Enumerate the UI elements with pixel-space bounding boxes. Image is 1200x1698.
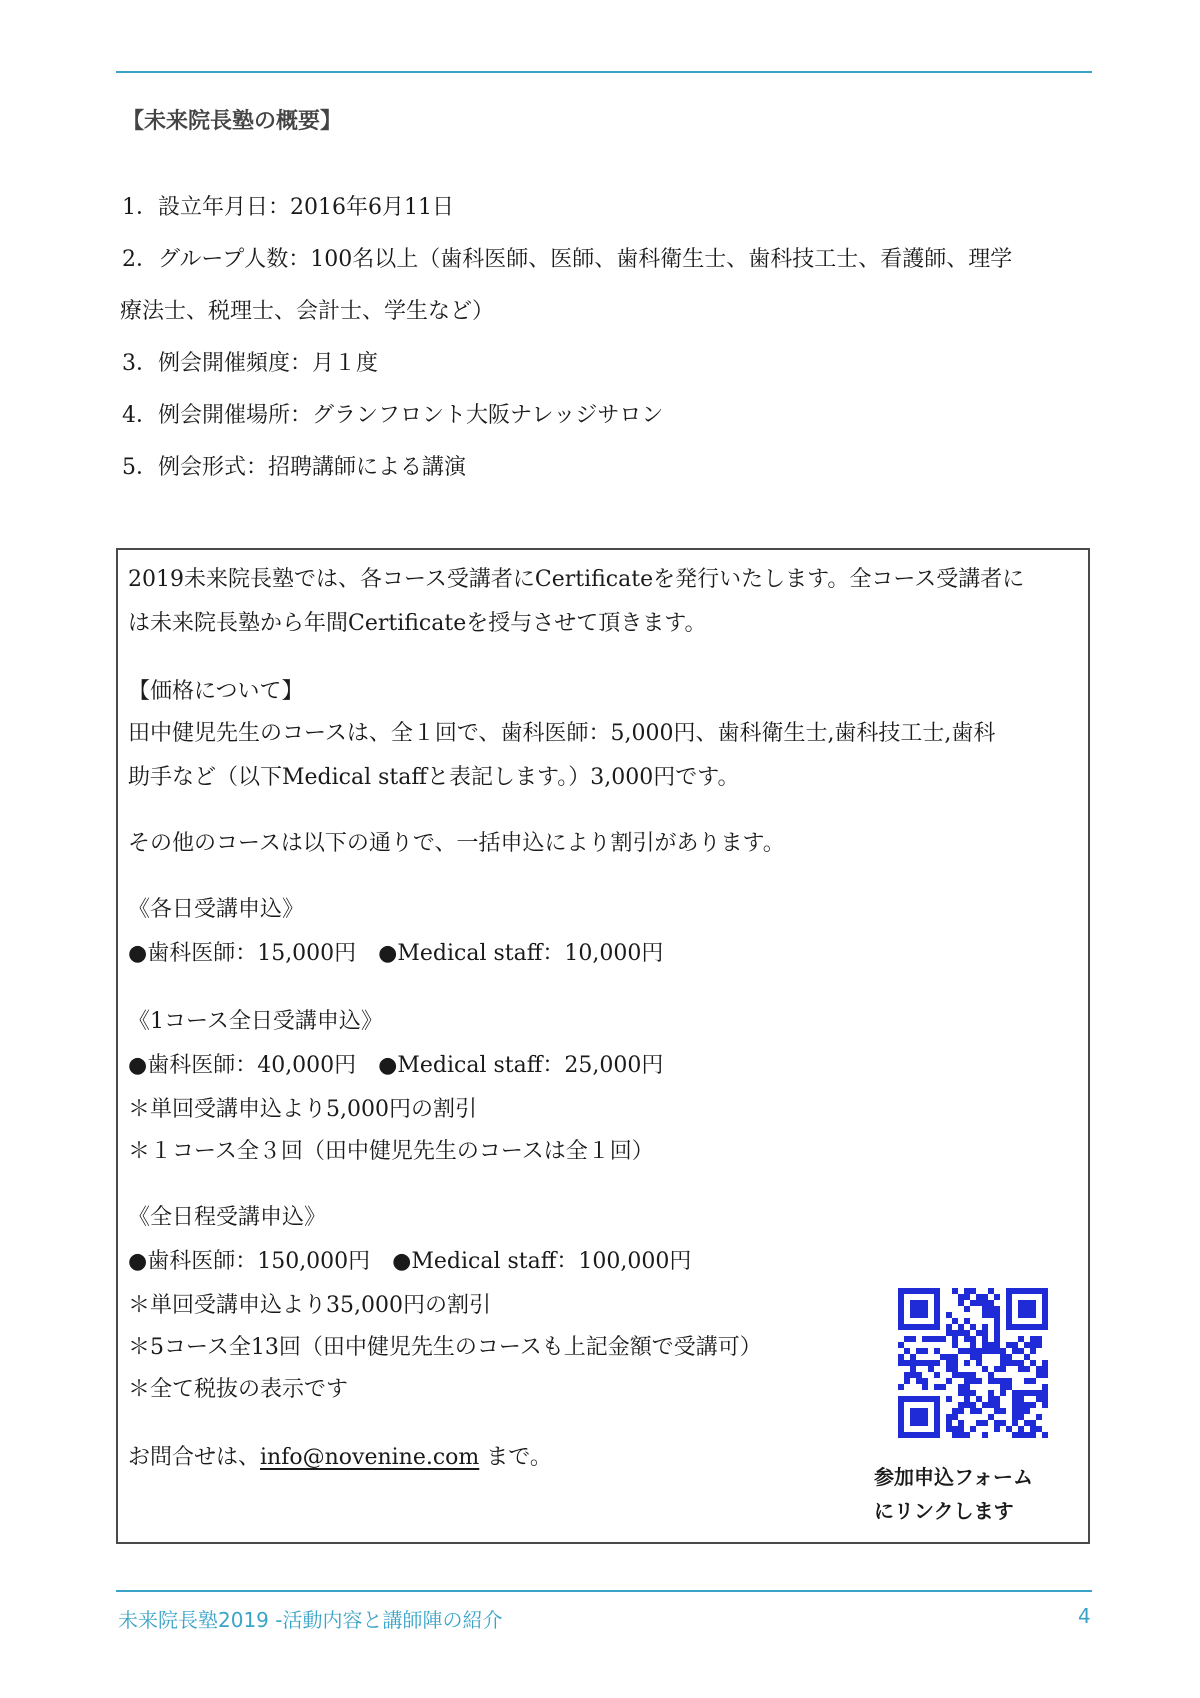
qr-module [994,1312,1000,1318]
qr-module [1000,1408,1006,1414]
qr-module [982,1306,988,1312]
qr-module [982,1348,988,1354]
qr-module [964,1384,970,1390]
qr-module [1036,1336,1042,1342]
qr-module [964,1360,970,1366]
qr-module [1018,1396,1024,1402]
qr-module [1000,1348,1006,1354]
qr-module [1006,1384,1012,1390]
qr-module [976,1354,982,1360]
qr-module [1042,1432,1048,1438]
qr-module [976,1408,982,1414]
qr-module [904,1348,910,1354]
qr-module [952,1366,958,1372]
qr-module [994,1402,1000,1408]
footer-title: 未来院長塾2019 -活動内容と講師陣の紹介 [118,1608,503,1632]
qr-module [1006,1342,1012,1348]
qr-module [970,1300,976,1306]
qr-module [1018,1390,1024,1396]
qr-module [922,1384,928,1390]
qr-module [988,1378,994,1384]
qr-module [1006,1354,1012,1360]
qr-caption-line-2: にリンクします [874,1499,1014,1523]
qr-module [946,1396,952,1402]
qr-module [988,1390,994,1396]
qr-module [982,1366,988,1372]
qr-module [952,1288,958,1294]
qr-module [898,1384,904,1390]
qr-module [988,1348,994,1354]
qr-module [964,1432,970,1438]
all-title: 《全日程受講申込》 [128,1205,327,1230]
qr-module [958,1324,964,1330]
qr-module [970,1408,976,1414]
qr-module [934,1348,940,1354]
qr-module [994,1324,1000,1330]
qr-module [994,1396,1000,1402]
qr-module [970,1426,976,1432]
qr-module [916,1372,922,1378]
overview-item-members-cont: 療法士、税理士、会計士、学生など） [120,299,495,324]
qr-module [958,1432,964,1438]
qr-module [952,1414,958,1420]
qr-module [910,1354,916,1360]
qr-module [982,1342,988,1348]
qr-module [1006,1426,1012,1432]
qr-module [910,1360,916,1366]
qr-module [1012,1342,1018,1348]
qr-module [1030,1342,1036,1348]
qr-module [1024,1342,1030,1348]
qr-module [1018,1300,1036,1318]
qr-module [1012,1390,1018,1396]
overview-item-frequency: 3．例会開催頻度：月１度 [122,351,378,376]
qr-module [1018,1366,1024,1372]
qr-module [988,1300,994,1306]
qr-module [1030,1420,1036,1426]
qr-module [994,1426,1000,1432]
qr-module [1024,1420,1030,1426]
qr-module [1012,1402,1018,1408]
qr-module [988,1342,994,1348]
qr-module [958,1420,964,1426]
price-line-1: 田中健児先生のコースは、全１回で、歯科医師：5,000円、歯科衛生士,歯科技工士,歯科 [128,721,996,746]
qr-module [964,1294,970,1300]
contact-suffix: まで。 [479,1445,552,1470]
qr-module [958,1372,964,1378]
qr-module [922,1336,928,1342]
qr-module [910,1372,916,1378]
qr-module [982,1336,988,1342]
qr-module [958,1426,964,1432]
qr-module [964,1306,970,1312]
qr-module [1042,1360,1048,1366]
footer-rule [116,1590,1092,1592]
qr-module [952,1336,958,1342]
qr-module [1036,1426,1042,1432]
qr-module [934,1360,940,1366]
qr-module [1018,1414,1024,1420]
qr-module [1018,1336,1024,1342]
qr-module [964,1318,970,1324]
qr-module [904,1336,910,1342]
qr-module [994,1330,1000,1336]
qr-module [958,1408,964,1414]
qr-module [994,1366,1000,1372]
all-note-1: ＊単回受講申込より35,000円の割引 [128,1293,491,1318]
qr-module [946,1312,952,1318]
qr-module [1042,1402,1048,1408]
qr-module [952,1318,958,1324]
qr-module [1000,1420,1006,1426]
qr-module [970,1324,976,1330]
qr-module [928,1336,934,1342]
qr-module [1012,1360,1018,1366]
qr-module [976,1396,982,1402]
qr-module [970,1402,976,1408]
qr-module [1024,1378,1030,1384]
qr-module [964,1288,970,1294]
qr-module [982,1402,988,1408]
qr-module [934,1336,940,1342]
qr-module [940,1336,946,1342]
qr-module [970,1288,976,1294]
qr-module [1030,1390,1036,1396]
qr-module [964,1402,970,1408]
qr-module [988,1312,994,1318]
qr-module [982,1432,988,1438]
all-note-2: ＊5コース全13回（田中健児先生のコースも上記金額で受講可） [128,1335,762,1360]
qr-module [952,1360,958,1366]
overview-list [122,188,1092,500]
qr-module [964,1336,970,1342]
qr-module [1030,1402,1036,1408]
qr-module [946,1426,952,1432]
qr-module [958,1384,964,1390]
qr-module [964,1330,970,1336]
daily-prices: ●歯科医師：15,000円 ●Medical staff：10,000円 [128,941,664,966]
overview-item-established: 1．設立年月日：2016年6月11日 [122,195,454,220]
qr-module [982,1294,988,1300]
qr-module [1018,1426,1024,1432]
qr-module [1042,1390,1048,1396]
qr-module [1042,1384,1048,1390]
qr-module [940,1354,946,1360]
qr-module [946,1378,952,1384]
intro-line-1: 2019未来院長塾では、各コース受講者にCertificateを発行いたします。全コース受講者に [128,567,1025,592]
qr-module [958,1330,964,1336]
qr-module [916,1360,922,1366]
qr-module [976,1294,982,1300]
qr-module [1018,1402,1024,1408]
all-prices: ●歯科医師：150,000円 ●Medical staff：100,000円 [128,1249,692,1274]
qr-module [1024,1366,1030,1372]
overview-item-venue: 4．例会開催場所：グランフロント大阪ナレッジサロン [122,403,664,428]
qr-module [1036,1372,1042,1378]
qr-module [988,1372,994,1378]
intro-line-2: は未来院長塾から年間Certificateを授与させて頂きます。 [128,611,707,636]
qr-module [916,1378,922,1384]
qr-module [964,1372,970,1378]
contact-prefix: お問合せは、 [128,1445,261,1470]
qr-module [1000,1384,1006,1390]
qr-module [1030,1426,1036,1432]
qr-module [970,1378,976,1384]
qr-module [928,1360,934,1366]
qr-module [958,1348,964,1354]
qr-module [1030,1348,1036,1354]
qr-module [970,1348,976,1354]
qr-module [970,1390,976,1396]
qr-module [976,1420,982,1426]
qr-module [1000,1378,1006,1384]
qr-module [1012,1408,1018,1414]
qr-module [988,1306,994,1312]
qr-module [1024,1402,1030,1408]
qr-module [994,1378,1000,1384]
qr-module [1036,1414,1042,1420]
qr-module [910,1336,916,1342]
qr-module [940,1384,946,1390]
qr-module [976,1300,982,1306]
qr-module [1018,1348,1024,1354]
qr-module [994,1318,1000,1324]
qr-module [994,1420,1000,1426]
qr-module [898,1342,904,1348]
qr-module [982,1330,988,1336]
qr-module [946,1366,952,1372]
qr-module [1012,1414,1018,1420]
qr-module [1000,1354,1006,1360]
qr-module [1030,1432,1036,1438]
qr-module [1000,1360,1006,1366]
qr-module [958,1300,964,1306]
info-box [116,548,1090,1544]
qr-module [910,1408,928,1426]
overview-item-format: 5．例会形式：招聘講師による講演 [122,455,466,480]
daily-title: 《各日受講申込》 [128,897,305,922]
qr-module [946,1360,952,1366]
page-number: 4 [1078,1604,1091,1628]
qr-module [952,1330,958,1336]
qr-module [970,1354,976,1360]
other-courses-text: その他のコースは以下の通りで、一括申込により割引があります。 [128,831,785,856]
qr-module [928,1366,934,1372]
qr-module [952,1432,958,1438]
qr-module [1042,1372,1048,1378]
qr-module [898,1354,904,1360]
qr-module [1012,1420,1018,1426]
qr-module [988,1402,994,1408]
qr-module [946,1420,952,1426]
qr-module [958,1294,964,1300]
qr-module [964,1348,970,1354]
contact-line [128,1440,552,1471]
qr-module [952,1342,958,1348]
qr-module [1018,1408,1024,1414]
qr-module [934,1384,940,1390]
qr-module [1000,1366,1006,1372]
qr-module [982,1300,988,1306]
qr-module [988,1396,994,1402]
course-note-2: ＊１コース全３回（田中健児先生のコースは全１回） [128,1139,654,1164]
qr-module [1036,1396,1042,1402]
qr-module [1036,1366,1042,1372]
qr-module [1042,1396,1048,1402]
qr-module [934,1372,940,1378]
qr-module [1042,1366,1048,1372]
qr-module [1000,1390,1006,1396]
qr-module [994,1342,1000,1348]
qr-module [1024,1432,1030,1438]
qr-module [1030,1336,1036,1342]
qr-module [1024,1408,1030,1414]
course-note-1: ＊単回受講申込より5,000円の割引 [128,1097,477,1122]
qr-module [1036,1390,1042,1396]
qr-module [946,1330,952,1336]
overview-item-members: 2．グループ人数：100名以上（歯科医師、医師、歯科衛生士、歯科技工士、看護師、理学 [122,247,1013,272]
contact-email-link[interactable]: info@novenine.com [260,1445,480,1470]
qr-module [1006,1378,1012,1384]
qr-module [976,1360,982,1366]
qr-module [994,1408,1000,1414]
price-heading: 【価格について】 [128,679,304,704]
qr-module [1006,1360,1012,1366]
qr-module [1018,1360,1024,1366]
qr-module [970,1336,976,1342]
qr-module [946,1324,952,1330]
qr-module [916,1348,922,1354]
qr-module [1012,1396,1018,1402]
qr-module [1012,1432,1018,1438]
qr-module [982,1420,988,1426]
qr-module [970,1342,976,1348]
qr-module [1012,1348,1018,1354]
qr-module [910,1300,928,1318]
qr-module [1024,1390,1030,1396]
qr-module [1030,1360,1036,1366]
qr-module [994,1294,1000,1300]
qr-module [988,1414,994,1420]
qr-module [970,1372,976,1378]
qr-module [958,1390,964,1396]
qr-module [964,1378,970,1384]
qr-module [1030,1378,1036,1384]
qr-caption-line-1: 参加申込フォーム [874,1465,1033,1489]
qr-module [976,1378,982,1384]
qr-module [952,1408,958,1414]
qr-module [904,1372,910,1378]
qr-module [994,1306,1000,1312]
qr-module [994,1348,1000,1354]
qr-module [982,1312,988,1318]
qr-caption [874,1460,1074,1528]
header-rule [116,71,1092,73]
qr-module [946,1414,952,1420]
qr-module [982,1324,988,1330]
qr-code[interactable] [898,1288,1048,1438]
qr-module [964,1396,970,1402]
qr-module [952,1372,958,1378]
section-heading: 【未来院長塾の概要】 [122,109,343,134]
qr-module [964,1390,970,1396]
qr-module [976,1330,982,1336]
qr-module [1024,1354,1030,1360]
qr-module [952,1426,958,1432]
price-line-2: 助手など（以下Medical staffと表記します。）3,000円です。 [128,765,740,790]
qr-module [922,1360,928,1366]
course-prices: ●歯科医師：40,000円 ●Medical staff：25,000円 [128,1053,664,1078]
qr-module [958,1402,964,1408]
qr-module [988,1288,994,1294]
qr-module [994,1336,1000,1342]
qr-module [910,1366,916,1372]
qr-module [898,1360,904,1366]
all-note-3: ＊全て税抜の表示です [128,1377,349,1402]
qr-module [922,1348,928,1354]
qr-module [946,1354,952,1360]
qr-module [922,1378,928,1384]
qr-module [1018,1432,1024,1438]
qr-module [976,1348,982,1354]
qr-module [952,1354,958,1360]
course-title: 《1コース全日受講申込》 [128,1009,383,1034]
qr-module [904,1378,910,1384]
qr-module [904,1360,910,1366]
qr-module [1036,1342,1042,1348]
